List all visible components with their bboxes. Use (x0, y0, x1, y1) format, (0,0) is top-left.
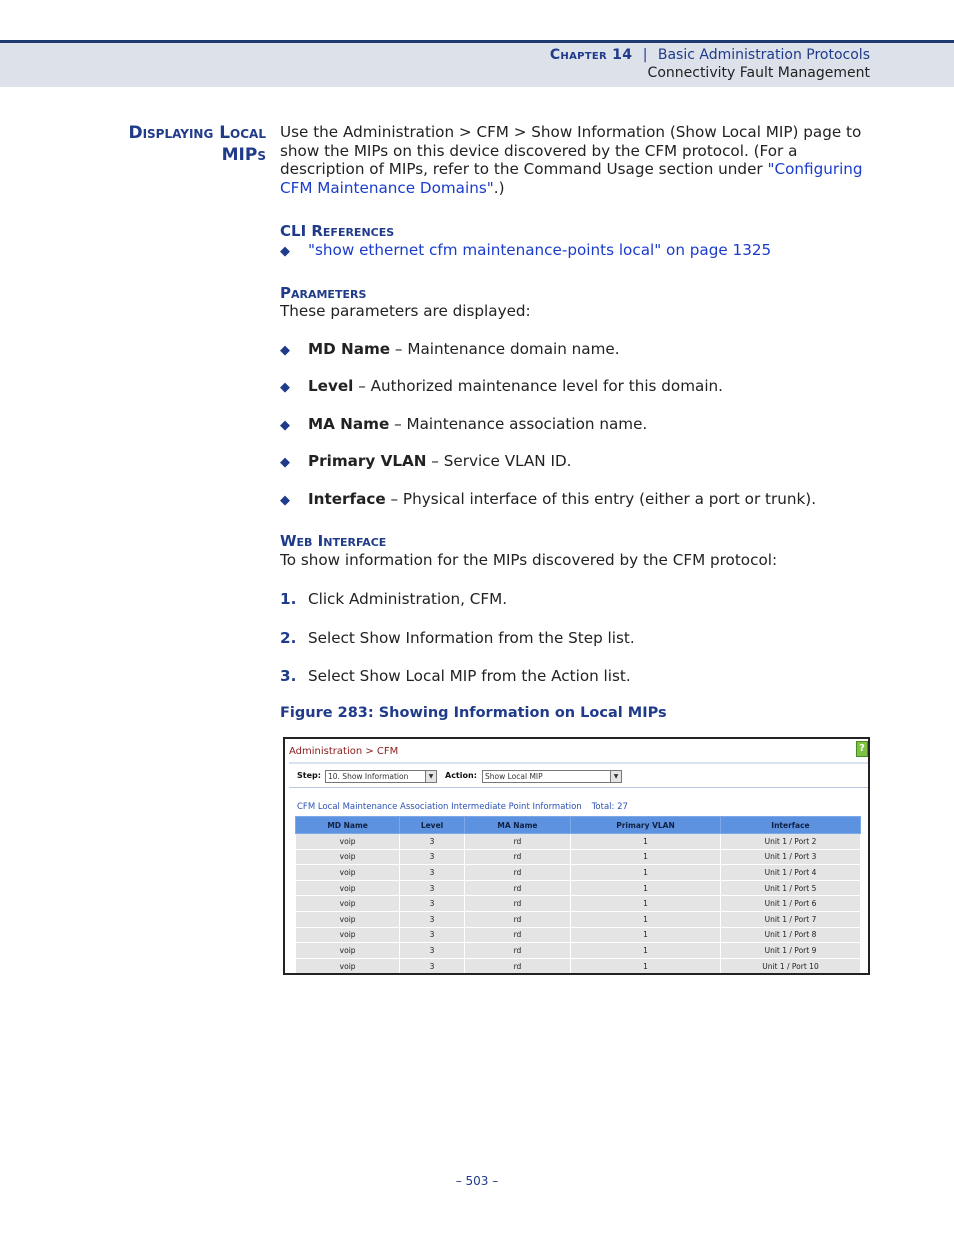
table-cell: rd (464, 865, 570, 881)
table-row[interactable] (296, 958, 861, 974)
breadcrumb: Administration > CFM (289, 746, 399, 757)
intro-paragraph (280, 123, 880, 197)
table-cell: 1 (571, 943, 721, 959)
intro-end: .) (493, 178, 505, 197)
configuring-domains-link[interactable]: "Configuring CFM Maintenance Domains" (280, 160, 863, 197)
table-cell: Unit 1 / Port 7 (720, 911, 860, 927)
table-cell: rd (464, 834, 570, 850)
table-cell: Unit 1 / Port 3 (720, 849, 860, 865)
step-number: 2. (280, 629, 297, 647)
header-line-1 (550, 47, 870, 63)
table-cell: 1 (571, 865, 721, 881)
table-row[interactable] (296, 927, 861, 943)
param-desc: – Physical interface of this entry (either a port or trunk). (385, 490, 817, 508)
action-label: Action: (445, 771, 477, 780)
table-cell: rd (464, 911, 570, 927)
chevron-down-icon: ▼ (425, 771, 436, 782)
table-cell: Unit 1 / Port 4 (720, 865, 860, 881)
mip-table (295, 816, 861, 974)
step-text: Click Administration, CFM. (308, 590, 508, 608)
diamond-bullet-icon: ◆ (280, 418, 290, 433)
table-cell: 1 (571, 958, 721, 974)
table-cell: rd (464, 943, 570, 959)
divider (289, 787, 868, 788)
help-icon[interactable]: ? (856, 741, 868, 757)
table-cell: voip (296, 834, 400, 850)
chapter-label: Chapter 14 (549, 47, 633, 63)
table-cell: Unit 1 / Port 8 (720, 927, 860, 943)
section-title-line-2: MIPs (221, 145, 266, 165)
cli-references-heading: CLI References (280, 222, 395, 240)
column-header[interactable]: MD Name (296, 817, 400, 834)
column-header[interactable]: Interface (720, 817, 860, 834)
table-cell: 3 (400, 880, 465, 896)
action-select[interactable] (482, 770, 622, 783)
table-cell: 3 (400, 927, 465, 943)
table-cell: rd (464, 849, 570, 865)
header-separator: | (642, 47, 648, 63)
table-row[interactable] (296, 896, 861, 912)
table-cell: 1 (571, 880, 721, 896)
table-cell: voip (296, 943, 400, 959)
param-item (280, 490, 816, 508)
table-cell: 3 (400, 958, 465, 974)
table-cell: 3 (400, 834, 465, 850)
figure-caption: Figure 283: Showing Information on Local MIPs (280, 705, 667, 721)
table-row[interactable] (296, 865, 861, 881)
table-cell: rd (464, 927, 570, 943)
step-select[interactable] (325, 770, 437, 783)
table-cell: voip (296, 958, 400, 974)
column-header[interactable]: MA Name (464, 817, 570, 834)
step-item (280, 667, 631, 685)
table-cell: 3 (400, 943, 465, 959)
table-row[interactable] (296, 943, 861, 959)
section-title (100, 122, 266, 166)
header-section: Connectivity Fault Management (647, 65, 870, 81)
section-title-line-1: Displaying Local (128, 123, 266, 143)
step-text: Select Show Information from the Step list. (308, 629, 635, 647)
table-row[interactable] (296, 849, 861, 865)
table-body (296, 834, 861, 974)
table-cell: 3 (400, 896, 465, 912)
param-item (280, 415, 647, 433)
table-cell: Unit 1 / Port 2 (720, 834, 860, 850)
table-cell: rd (464, 958, 570, 974)
step-number: 1. (280, 590, 297, 608)
chevron-down-icon: ▼ (610, 771, 621, 782)
cli-reference-link[interactable]: "show ethernet cfm maintenance-points local" on page 1325 (308, 241, 772, 259)
table-cell: voip (296, 849, 400, 865)
web-interface-heading: Web Interface (280, 532, 387, 550)
diamond-bullet-icon: ◆ (280, 455, 290, 470)
table-cell: 3 (400, 911, 465, 927)
table-cell: voip (296, 880, 400, 896)
page-number: – 503 – (455, 1174, 499, 1188)
table-cell: 3 (400, 849, 465, 865)
diamond-bullet-icon: ◆ (280, 493, 290, 508)
table-cell: 1 (571, 849, 721, 865)
screenshot-figure (283, 737, 870, 975)
table-cell: 1 (571, 911, 721, 927)
param-desc: – Maintenance domain name. (390, 340, 620, 358)
table-cell: voip (296, 911, 400, 927)
table-title: CFM Local Maintenance Association Intermediate Point Information (297, 802, 582, 812)
table-caption (297, 802, 628, 812)
table-cell: 1 (571, 834, 721, 850)
param-item (280, 452, 571, 470)
table-cell: Unit 1 / Port 5 (720, 880, 860, 896)
table-cell: rd (464, 880, 570, 896)
param-name: MD Name (308, 340, 391, 358)
cli-reference-item (280, 241, 771, 259)
diamond-bullet-icon: ◆ (280, 343, 290, 358)
param-desc: – Maintenance association name. (389, 415, 648, 433)
step-text: Select Show Local MIP from the Action list. (308, 667, 631, 685)
param-desc: – Service VLAN ID. (426, 452, 572, 470)
running-header (0, 40, 954, 87)
table-header-row (296, 817, 861, 834)
param-name: Interface (308, 490, 386, 508)
table-cell: Unit 1 / Port 10 (720, 958, 860, 974)
param-desc: – Authorized maintenance level for this domain. (353, 377, 724, 395)
table-cell: 1 (571, 927, 721, 943)
table-cell: 1 (571, 896, 721, 912)
param-item (280, 377, 723, 395)
table-cell: Unit 1 / Port 6 (720, 896, 860, 912)
table-cell: 3 (400, 865, 465, 881)
web-intro: To show information for the MIPs discovered by the CFM protocol: (280, 551, 778, 569)
step-select-value: 10. Show Information (328, 772, 409, 781)
table-cell: voip (296, 896, 400, 912)
column-header[interactable]: Primary VLAN (571, 817, 721, 834)
table-cell: Unit 1 / Port 9 (720, 943, 860, 959)
total-count: Total: 27 (591, 802, 628, 812)
column-header[interactable]: Level (400, 817, 465, 834)
step-label: Step: (297, 771, 321, 780)
diamond-bullet-icon: ◆ (280, 380, 290, 395)
param-name: MA Name (308, 415, 390, 433)
step-item (280, 590, 507, 608)
param-item (280, 340, 620, 358)
table-row[interactable] (296, 911, 861, 927)
diamond-bullet-icon: ◆ (280, 244, 290, 259)
table-row[interactable] (296, 834, 861, 850)
divider (289, 762, 868, 764)
table-cell: rd (464, 896, 570, 912)
chapter-title: Basic Administration Protocols (657, 47, 870, 63)
step-item (280, 629, 635, 647)
param-name: Level (308, 377, 354, 395)
step-number: 3. (280, 667, 297, 685)
intro-text: Use the Administration > CFM > Show Information (Show Local MIP) page to show the MIPs on this device discovered by the CFM protocol. (For a description of MIPs, refer to the Command Usage section under (280, 123, 862, 178)
table-cell: voip (296, 865, 400, 881)
table-cell: voip (296, 927, 400, 943)
param-name: Primary VLAN (308, 452, 427, 470)
table-row[interactable] (296, 880, 861, 896)
parameters-intro: These parameters are displayed: (280, 302, 531, 320)
action-select-value: Show Local MIP (485, 772, 543, 781)
parameters-heading: Parameters (280, 284, 367, 302)
